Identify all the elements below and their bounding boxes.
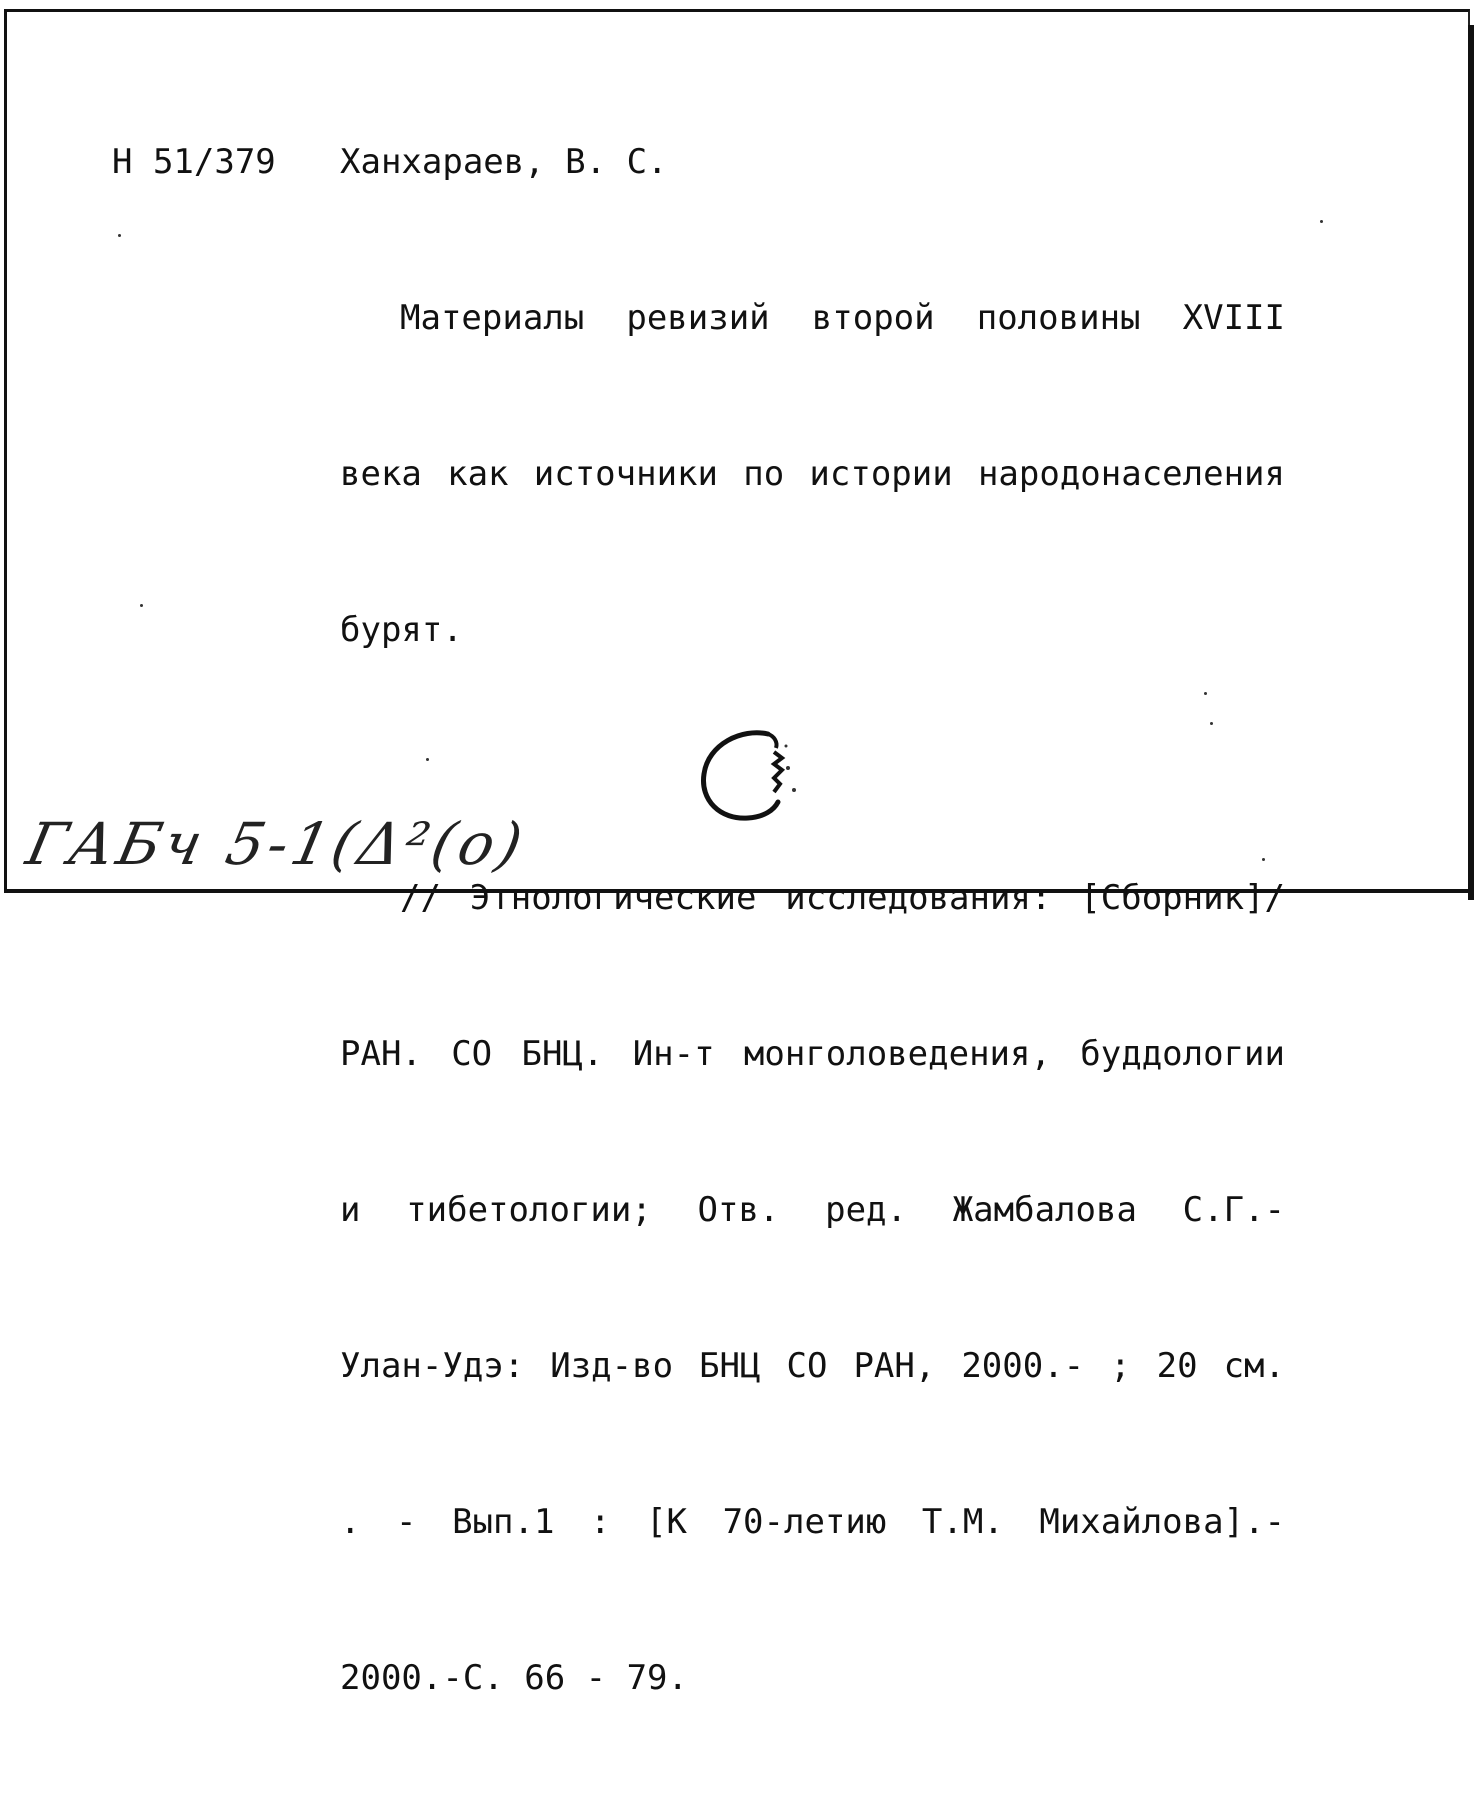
source-line: 2000.-С. 66 - 79. (340, 1658, 688, 1698)
source-line: // Этнологические исследования: [Сборник]/ (400, 878, 1285, 918)
bibliographic-description (340, 188, 1285, 1810)
source-paragraph (340, 768, 1285, 1808)
source-line: Улан-Удэ: Изд-во БНЦ СО РАН, 2000.- ; 20 см. (340, 1346, 1285, 1386)
title-line: бурят. (340, 610, 463, 650)
speck (1320, 220, 1323, 223)
speck (118, 234, 121, 237)
punch-hole-mark (690, 722, 820, 832)
speck (1262, 858, 1265, 861)
title-line: века как источники по истории народонаселения (340, 454, 1285, 494)
speck (426, 758, 429, 761)
title-line: Материалы ревизий второй половины XVIII (400, 298, 1285, 338)
source-line: РАН. СО БНЦ. Ин-т монголоведения, буддологии (340, 1034, 1285, 1074)
handwritten-call-number: ГАБч 5-1(Δ²(о) (20, 810, 533, 878)
source-line: и тибетологии; Отв. ред. Жамбалова С.Г.- (340, 1190, 1285, 1230)
author-name: Ханхараев, В. С. (340, 142, 668, 182)
speck (140, 604, 143, 607)
shelfmark: Н 51/379 (112, 142, 276, 182)
source-line: . - Вып.1 : [К 70-летию Т.М. Михайлова].- (340, 1502, 1285, 1542)
card-right-edge (1468, 25, 1474, 900)
speck (1210, 722, 1213, 725)
speck (1204, 692, 1207, 695)
